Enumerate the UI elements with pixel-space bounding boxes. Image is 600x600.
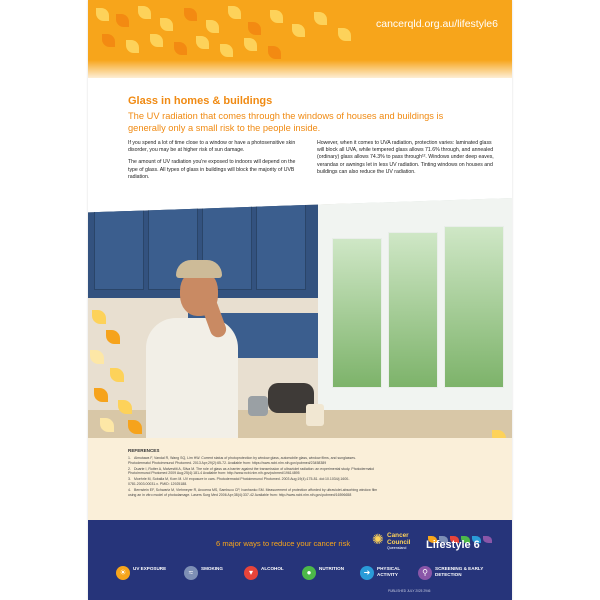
reference-item: 2. Duarte I, Rotter A, Malvestiti A, Silva M. The role of glass as a barrier against the transmission of ultraviolet radiation: an experimental study. Photodermatol Photoimmunol Photomed 2009 Aug;25(4):181-4 Available from: http://www.ncbi.nlm.nih.gov/pubmed/19614895 xyxy=(128,466,375,476)
leaf-ornament xyxy=(128,420,142,434)
body-paragraph: However, when it comes to UVA radiation, protection varies: laminated glass will block all UVA, while tempered glass allows 71.6% through, and annealed (ordinary) glass allows 74.3% to pass through¹². Windows under deep eaves, verandas or awnings let in less UV radiation. Tinting windows on houses and buildings can also reduce the UV radiation. xyxy=(317,140,494,175)
references-title: REFERENCES xyxy=(128,448,160,453)
kitchen-photo xyxy=(88,198,512,438)
sun-icon: ☀ xyxy=(116,566,130,580)
footer-tagline: 6 major ways to reduce your cancer risk xyxy=(216,539,351,548)
reference-item: 4. Bernstein EF, Schwartz M, Viehmeyer R, Arocena MS, Sambuco CP, Ivanhanko SM. Measurement of protection afforded by ultraviolet-absorbing window film using an in vitro model of photodamage. Lasers Surg Med 2006 Apr;38(4):337-42 Available from: http://www.ncbi.nlm.nih.gov/pubmed/16596658 xyxy=(128,488,378,497)
petal-ornament xyxy=(206,20,219,33)
cancer-council-logo xyxy=(372,528,428,558)
reference-item: 3. Moehrle M, Soballa M, Korn M. UV exposure in cars. Photodermatol Photoimmunol Photomed. 2003 Aug;19(4):175-81. doi:10.1034/j.1600-0781.2003.00031.x. PMID: 12925188. xyxy=(128,477,350,486)
petal-ornament xyxy=(96,8,109,21)
published-note: PUBLISHED JULY 2025 2946 xyxy=(388,589,431,593)
sun-logo-icon: ✺ xyxy=(372,531,384,547)
photo-window xyxy=(318,198,512,438)
header-band xyxy=(88,0,512,78)
leaf-ornament xyxy=(106,330,120,344)
logo-text: Cancer Council xyxy=(387,532,411,546)
petal-ornament xyxy=(126,40,139,53)
petal-ornament xyxy=(138,6,151,19)
petal-ornament xyxy=(220,44,233,57)
petal-ornament xyxy=(184,8,197,21)
logo-subtext: Queensland xyxy=(387,546,407,550)
leaf-ornament xyxy=(118,400,132,414)
body-paragraph: The amount of UV radiation you're exposed to indoors will depend on the type of glass. All types of glass in buildings will block the majority of UVB radiation. xyxy=(128,159,296,180)
photo-kettle xyxy=(248,396,268,416)
petal-ornament xyxy=(338,28,351,41)
petal-ornament xyxy=(160,18,173,31)
leaf-ornament xyxy=(94,388,108,402)
lifestyle-logo-text: Lifestyle 6 xyxy=(426,539,480,551)
body-column-left xyxy=(128,140,303,186)
topic-bar: ☀ UV EXPOSURE ≈ SMOKING ▾ ALCOHOL ● NUTRITION ➜ PHYSICAL ACTIVITY ⚲ SCREENING & EARLY DETECTION xyxy=(116,563,496,583)
petal-ornament xyxy=(228,6,241,19)
leaf-ornament xyxy=(110,368,124,382)
body-column-right xyxy=(317,140,497,181)
petal-ornament xyxy=(268,46,281,59)
magnifier-icon: ⚲ xyxy=(418,566,432,580)
apple-icon: ● xyxy=(302,566,316,580)
section-title: Glass in homes & buildings xyxy=(128,95,273,107)
leaf-ornament xyxy=(100,418,114,432)
runner-icon: ➜ xyxy=(360,566,374,580)
site-url[interactable]: cancerqld.org.au/lifestyle6 xyxy=(376,18,498,30)
petal-ornament xyxy=(116,14,129,27)
glass-icon: ▾ xyxy=(244,566,258,580)
photo-person xyxy=(146,318,238,438)
reference-item: 1. Almutawa F, Vandal R, Wang SQ, Lim HW. Current status of photoprotection by window glass, automobile glass, window films, and sunglasses. Photodermatol Photoimmunol Photomed. 2013 Apr;29(2):65-72. Available from: https://www.ncbi.nlm.nih.gov/pubmed/23458389 xyxy=(128,456,356,465)
petal-ornament xyxy=(196,36,209,49)
petal-ornament xyxy=(174,42,187,55)
photo-jar xyxy=(306,404,324,426)
photo-person-cap xyxy=(176,260,222,278)
document-page xyxy=(88,0,512,600)
petal-ornament xyxy=(102,34,115,47)
petal-ornament xyxy=(314,12,327,25)
leaf-ornament xyxy=(92,310,106,324)
petal-ornament xyxy=(248,22,261,35)
lifestyle6-logo xyxy=(426,528,504,558)
cigarette-icon: ≈ xyxy=(184,566,198,580)
band-fade xyxy=(88,60,512,78)
petal-ornament xyxy=(150,34,163,47)
references-list xyxy=(128,456,378,499)
petal-ornament xyxy=(244,38,257,51)
section-subtitle: The UV radiation that comes through the windows of houses and buildings is generally only a small risk to the people inside. xyxy=(128,111,444,133)
leaf-ornament xyxy=(90,350,104,364)
petal-ornament xyxy=(270,10,283,23)
body-paragraph: If you spend a lot of time close to a window or have a photosensitive skin disorder, you may be at higher risk of sun damage. xyxy=(128,140,296,154)
lifestyle-dots xyxy=(428,530,498,538)
petal-ornament xyxy=(292,24,305,37)
